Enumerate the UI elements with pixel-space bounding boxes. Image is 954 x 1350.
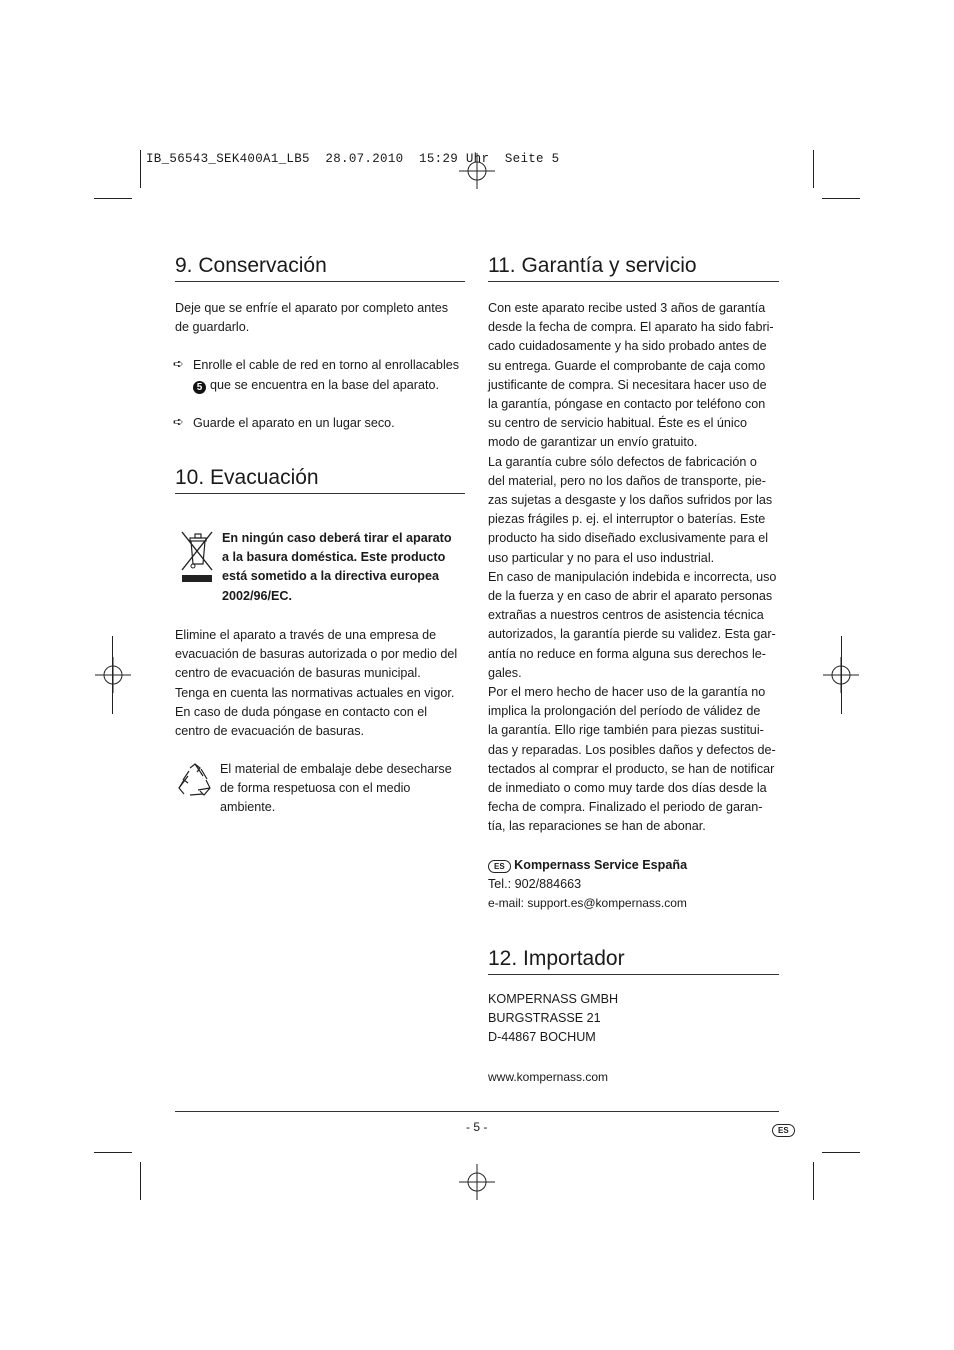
text-line: de forma respetuosa con el medio xyxy=(220,781,411,796)
conservacion-intro xyxy=(175,299,448,337)
text-line: BURGSTRASSE 21 xyxy=(488,1011,601,1026)
text-line: antía no reduce en forma alguna sus derechos le- xyxy=(488,646,766,661)
text-line: Elimine el aparato a través de una empresa de xyxy=(175,628,437,642)
conservacion-step-2 xyxy=(193,414,395,433)
text-line: de guardarlo. xyxy=(175,320,250,335)
section-title-garantia: 11. Garantía y servicio xyxy=(488,254,779,282)
part-number-badge: 5 xyxy=(193,381,206,394)
evacuacion-body xyxy=(175,626,457,741)
arrow-right-icon: ➪ xyxy=(173,414,184,429)
crop-mark xyxy=(813,1162,814,1200)
text-line: la garantía, póngase en contacto por teléfono con xyxy=(488,397,766,412)
conservacion-step-1-cont xyxy=(193,376,439,395)
text-line: Guarde el aparato en un lugar seco. xyxy=(193,416,395,430)
text-line: producto ha sido diseñado exclusivamente para el xyxy=(488,531,769,546)
text-line: justificante de compra. Si necesitara hacer uso de xyxy=(488,377,767,392)
service-name: Kompernass Service España xyxy=(514,858,688,872)
text-line: Con este aparato recibe usted 3 años de garantía xyxy=(488,301,766,315)
garantia-body xyxy=(488,299,776,837)
text-line: La garantía cubre sólo defectos de fabricación o xyxy=(488,454,757,469)
evacuacion-packaging xyxy=(220,760,452,818)
text-line: que se encuentra en la base del aparato. xyxy=(210,378,439,392)
text-line: desde la fecha de compra. El aparato ha sido fabri- xyxy=(488,320,774,335)
text-line: extrañas a nuestros centros de asistencia técnica xyxy=(488,608,764,623)
crop-mark xyxy=(140,1162,141,1200)
text-line: está sometido a la directiva europea xyxy=(222,569,439,584)
text-line: tía, las reparaciones se han de abonar. xyxy=(488,819,706,834)
crop-mark xyxy=(94,198,132,199)
page-number: - 5 - xyxy=(466,1120,488,1134)
crop-mark xyxy=(94,1152,132,1153)
crossed-out-bin-icon xyxy=(180,530,214,584)
section-title-conservacion: 9. Conservación xyxy=(175,254,465,282)
text-line: centro de evacuación de basuras municipal. xyxy=(175,666,421,681)
text-line: Tenga en cuenta las normativas actuales en vigor. xyxy=(175,685,455,700)
text-line: de inmediato o como muy tarde dos días desde la xyxy=(488,781,767,796)
crop-mark xyxy=(813,150,814,188)
text-line: autorizados, la garantía pierde su validez. Esta gar- xyxy=(488,627,776,642)
conservacion-step-1 xyxy=(193,356,459,375)
text-line: En ningún caso deberá tirar el aparato xyxy=(222,531,452,545)
footer-rule xyxy=(175,1111,779,1112)
service-email[interactable]: e-mail: support.es@kompernass.com xyxy=(488,896,687,911)
text-line: del material, pero no los daños de transporte, pie- xyxy=(488,473,766,488)
arrow-right-icon: ➪ xyxy=(173,356,184,371)
registration-mark-left xyxy=(95,657,131,693)
importador-address xyxy=(488,990,618,1048)
text-line: evacuación de basuras autorizada o por medio del xyxy=(175,647,458,662)
text-line: En caso de manipulación indebida e incorrecta, uso xyxy=(488,569,777,584)
section-title-importador: 12. Importador xyxy=(488,947,779,975)
text-line: ambiente. xyxy=(220,800,276,815)
text-line: tectados al comprar el producto, se han de notificar xyxy=(488,761,775,776)
text-line: D-44867 BOCHUM xyxy=(488,1030,596,1045)
print-slug: IB_56543_SEK400A1_LB5 28.07.2010 15:29 Uhr Seite 5 xyxy=(146,152,560,166)
text-line: centro de evacuación de basuras. xyxy=(175,724,365,739)
importador-web[interactable]: www.kompernass.com xyxy=(488,1070,609,1084)
text-line: cado cuidadosamente y ha sido probado antes de xyxy=(488,339,767,354)
text-line: de la fuerza y en caso de abrir el aparato personas xyxy=(488,589,773,604)
crop-mark xyxy=(822,198,860,199)
crop-mark xyxy=(841,636,842,714)
text-line: modo de garantizar un envío gratuito. xyxy=(488,435,698,450)
text-line: Por el mero hecho de hacer uso de la garantía no xyxy=(488,685,766,700)
crop-mark xyxy=(112,636,113,714)
text-line: la garantía. Ello rige también para piezas sustitui- xyxy=(488,723,764,738)
text-line: 2002/96/EC. xyxy=(222,588,293,603)
text-line: zas sujetas a desgaste y los daños sufridos por las xyxy=(488,493,773,508)
registration-mark-top xyxy=(459,153,495,189)
crop-mark xyxy=(822,1152,860,1153)
evacuacion-warning xyxy=(222,529,452,606)
text-line: uso particular y no para el uso industrial. xyxy=(488,550,715,565)
registration-mark-bottom xyxy=(459,1164,495,1200)
text-line: su entrega. Guarde el comprobante de caja como xyxy=(488,358,766,373)
section-title-evacuacion: 10. Evacuación xyxy=(175,466,465,494)
text-line: El material de embalaje debe desecharse xyxy=(220,762,452,776)
text-line: KOMPERNASS GMBH xyxy=(488,992,619,1006)
text-line: Deje que se enfríe el aparato por completo antes xyxy=(175,301,449,315)
service-contact xyxy=(488,856,687,914)
crop-mark xyxy=(140,150,141,188)
text-line: su centro de servicio habitual. Éste es el único xyxy=(488,416,748,431)
recycle-icon xyxy=(176,762,214,800)
footer-lang xyxy=(772,1120,795,1138)
text-line: En caso de duda póngase en contacto con el xyxy=(175,704,428,719)
text-line: a la basura doméstica. Este producto xyxy=(222,550,446,565)
text-line: implica la prolongación del período de válidez de xyxy=(488,704,761,719)
text-line: das y reparadas. Los posibles daños y defectos de- xyxy=(488,742,776,757)
lang-badge: ES xyxy=(772,1124,795,1137)
text-line: Enrolle el cable de red en torno al enrollacables xyxy=(193,358,460,372)
text-line: piezas frágiles p. ej. el interruptor o baterías. Este xyxy=(488,512,766,527)
country-badge: ES xyxy=(488,860,511,873)
text-line: fecha de compra. Finalizado el periodo de garan- xyxy=(488,800,763,815)
service-tel: Tel.: 902/884663 xyxy=(488,877,582,892)
text-line: gales. xyxy=(488,665,522,680)
